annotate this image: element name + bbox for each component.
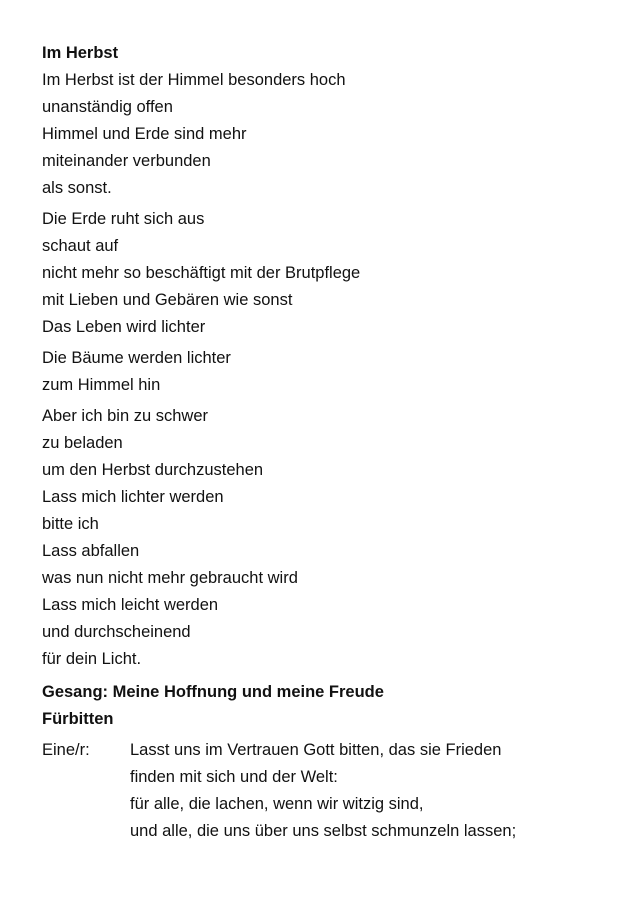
poem-line: miteinander verbunden <box>42 152 211 170</box>
speaker-label: Eine/r: <box>42 741 90 759</box>
poem-line: unanständig offen <box>42 98 173 116</box>
poem-line: um den Herbst durchzustehen <box>42 461 264 479</box>
poem-line: mit Lieben und Gebären wie sonst <box>42 291 293 309</box>
poem-line: bitte ich <box>42 515 99 533</box>
poem-line: Das Leben wird lichter <box>42 318 206 336</box>
poem-line: Aber ich bin zu schwer <box>42 407 208 425</box>
poem-line: und durchscheinend <box>42 623 191 641</box>
poem-stanza-2 <box>42 206 602 341</box>
poem-stanza-1 <box>42 67 602 202</box>
poem-line: Die Erde ruht sich aus <box>42 210 205 228</box>
poem-line: Im Herbst ist der Himmel besonders hoch <box>42 71 346 89</box>
poem-line: Die Bäume werden lichter <box>42 349 231 367</box>
poem-line: als sonst. <box>42 179 112 197</box>
poem-line: zu beladen <box>42 434 123 452</box>
poem-line: für dein Licht. <box>42 650 142 668</box>
poem-line: Lass mich lichter werden <box>42 488 224 506</box>
poem-title: Im Herbst <box>42 44 119 62</box>
intercession-line: finden mit sich und der Welt: <box>130 768 338 786</box>
song-heading: Gesang: Meine Hoffnung und meine Freude <box>42 683 384 701</box>
poem-line: was nun nicht mehr gebraucht wird <box>42 569 298 587</box>
poem-stanza-4 <box>42 403 602 673</box>
intercession-line: für alle, die lachen, wenn wir witzig sind, <box>130 795 424 813</box>
document-page <box>42 40 602 845</box>
poem-line: Lass abfallen <box>42 542 140 560</box>
poem-line: Himmel und Erde sind mehr <box>42 125 247 143</box>
poem-line: nicht mehr so beschäftigt mit der Brutpflege <box>42 264 361 282</box>
poem-line: zum Himmel hin <box>42 376 161 394</box>
intercession-entry <box>42 737 602 845</box>
poem-line: Lass mich leicht werden <box>42 596 219 614</box>
intercessions-heading: Fürbitten <box>42 710 114 728</box>
poem-line: schaut auf <box>42 237 119 255</box>
poem-stanza-3 <box>42 345 602 399</box>
intercession-line: und alle, die uns über uns selbst schmunzeln lassen; <box>130 822 517 840</box>
intercession-line: Lasst uns im Vertrauen Gott bitten, das sie Frieden <box>130 741 502 759</box>
intercession-text <box>130 737 516 845</box>
